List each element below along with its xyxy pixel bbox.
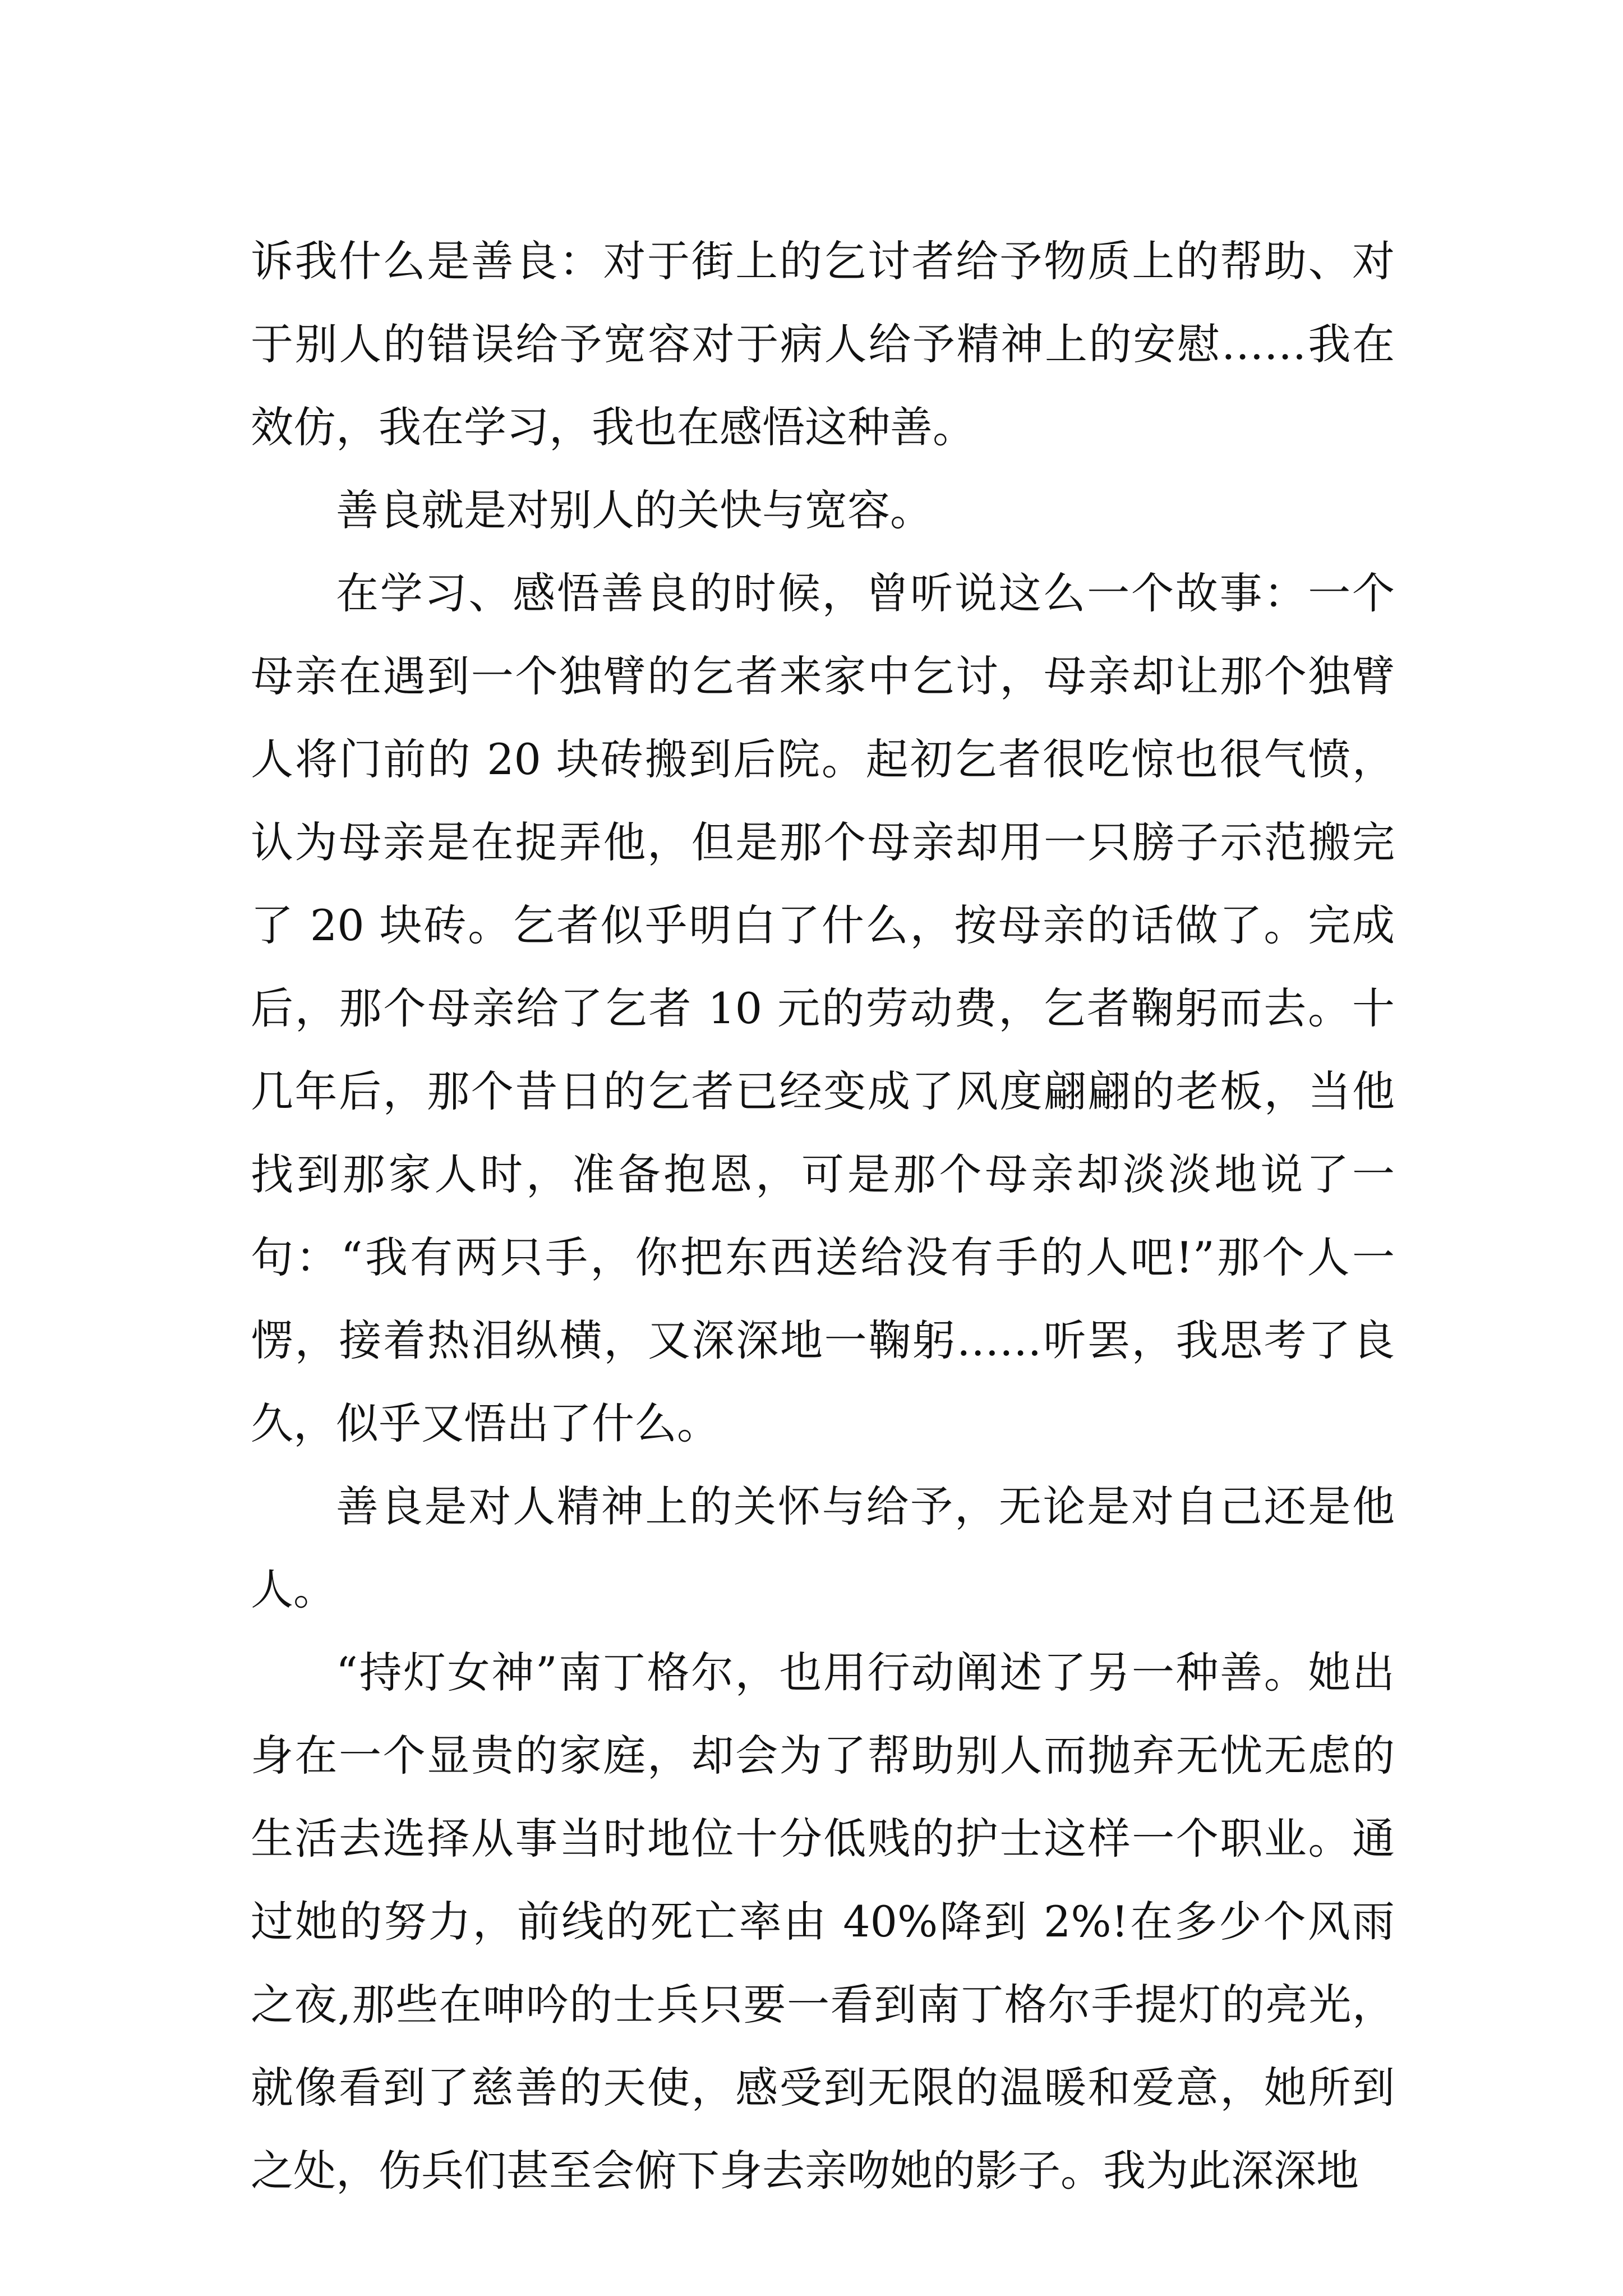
paragraph: 善良就是对别人的关快与宽容。 bbox=[336, 485, 933, 535]
paragraph: 善良是对人精神上的关怀与给予，无论是对自己还是他人。 bbox=[251, 1481, 1395, 1614]
paragraph: “持灯女神”南丁格尔，也用行动阐述了另一种善。她出身在一个显贵的家庭，却会为了帮助别人而抛弃无忧无虑的生活去选择从事当时地位十分低贱的护士这样一个职业。通过她的努力，前线的死亡率由 40%降到 2%!在多少个风雨之夜,那些在呻吟的士兵只要一看到南丁格尔手提灯的亮光，就像看到了慈善的天使，感受到无限的温暖和爱意，她所到之处，伤兵们甚至会俯下身去亲吻她的影子。我为此深深地 bbox=[251, 1648, 1395, 2196]
paragraph: 在学习、感悟善良的时候，曾听说这么一个故事：一个母亲在遇到一个独臂的乞者来家中乞讨，母亲却让那个独臂人将门前的 20 块砖搬到后院。起初乞者很吃惊也很气愤，认为母亲是在捉弄他，但是那个母亲却用一只膀子示范搬完了 20 块砖。乞者似乎明白了什么，按母亲的话做了。完成后，那个母亲给了乞者 10 元的劳动费，乞者鞠躬而去。十几年后，那个昔日的乞者已经变成了风度翩翩的老板，当他找到那家人时，准备抱恩，可是那个母亲却淡淡地说了一句：“我有两只手，你把东西送给没有手的人吧!”那个人一愣，接着热泪纵横，又深深地一鞠躬……听罢，我思考了良久，似乎又悟出了什么。 bbox=[251, 568, 1395, 1448]
paragraph-continued: 诉我什么是善良：对于街上的乞讨者给予物质上的帮助、对于别人的错误给予宽容对于病人给予精神上的安慰……我在效仿，我在学习，我也在感悟这种善。 bbox=[251, 236, 1395, 452]
document-body bbox=[251, 220, 1395, 2212]
